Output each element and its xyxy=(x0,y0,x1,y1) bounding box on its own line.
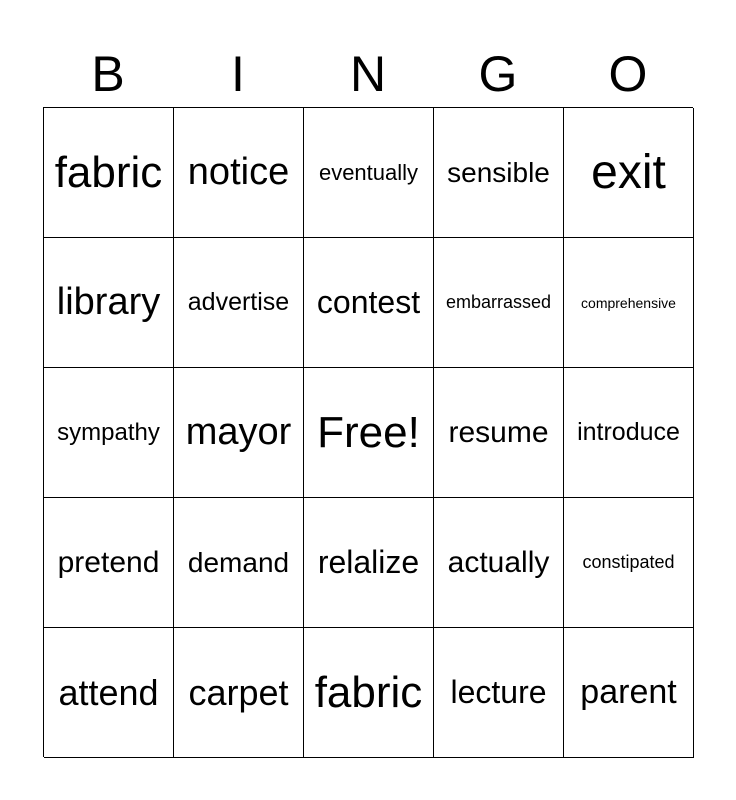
bingo-cell[interactable]: constipated xyxy=(564,498,694,628)
bingo-cell[interactable]: resume xyxy=(434,368,564,498)
bingo-cell[interactable]: contest xyxy=(304,238,434,368)
bingo-cell[interactable]: embarrassed xyxy=(434,238,564,368)
bingo-cell[interactable]: library xyxy=(44,238,174,368)
bingo-cell[interactable]: advertise xyxy=(174,238,304,368)
header-letter-i: I xyxy=(231,46,245,102)
bingo-cell[interactable]: comprehensive xyxy=(564,238,694,368)
bingo-cell[interactable]: sensible xyxy=(434,108,564,238)
bingo-cell[interactable]: introduce xyxy=(564,368,694,498)
bingo-cell[interactable]: pretend xyxy=(44,498,174,628)
free-space[interactable]: Free! xyxy=(304,368,434,498)
bingo-cell[interactable]: fabric xyxy=(44,108,174,238)
header-letter-o: O xyxy=(608,46,648,102)
bingo-cell[interactable]: exit xyxy=(564,108,694,238)
bingo-cell[interactable]: lecture xyxy=(434,628,564,758)
bingo-cell[interactable]: carpet xyxy=(174,628,304,758)
bingo-cell[interactable]: parent xyxy=(564,628,694,758)
header-letter-g: G xyxy=(478,46,518,102)
bingo-cell[interactable]: relalize xyxy=(304,498,434,628)
bingo-cell[interactable]: sympathy xyxy=(44,368,174,498)
bingo-header xyxy=(43,40,693,108)
bingo-cell[interactable]: notice xyxy=(174,108,304,238)
header-letter-b: B xyxy=(91,46,125,102)
free-space-cell[interactable]: mayor xyxy=(174,368,304,498)
bingo-cell[interactable]: demand xyxy=(174,498,304,628)
header-letter-n: N xyxy=(349,46,387,102)
bingo-cell[interactable]: actually xyxy=(434,498,564,628)
bingo-cell[interactable]: eventually xyxy=(304,108,434,238)
bingo-board xyxy=(43,107,693,757)
bingo-cell[interactable]: attend xyxy=(44,628,174,758)
bingo-cell[interactable]: fabric xyxy=(304,628,434,758)
